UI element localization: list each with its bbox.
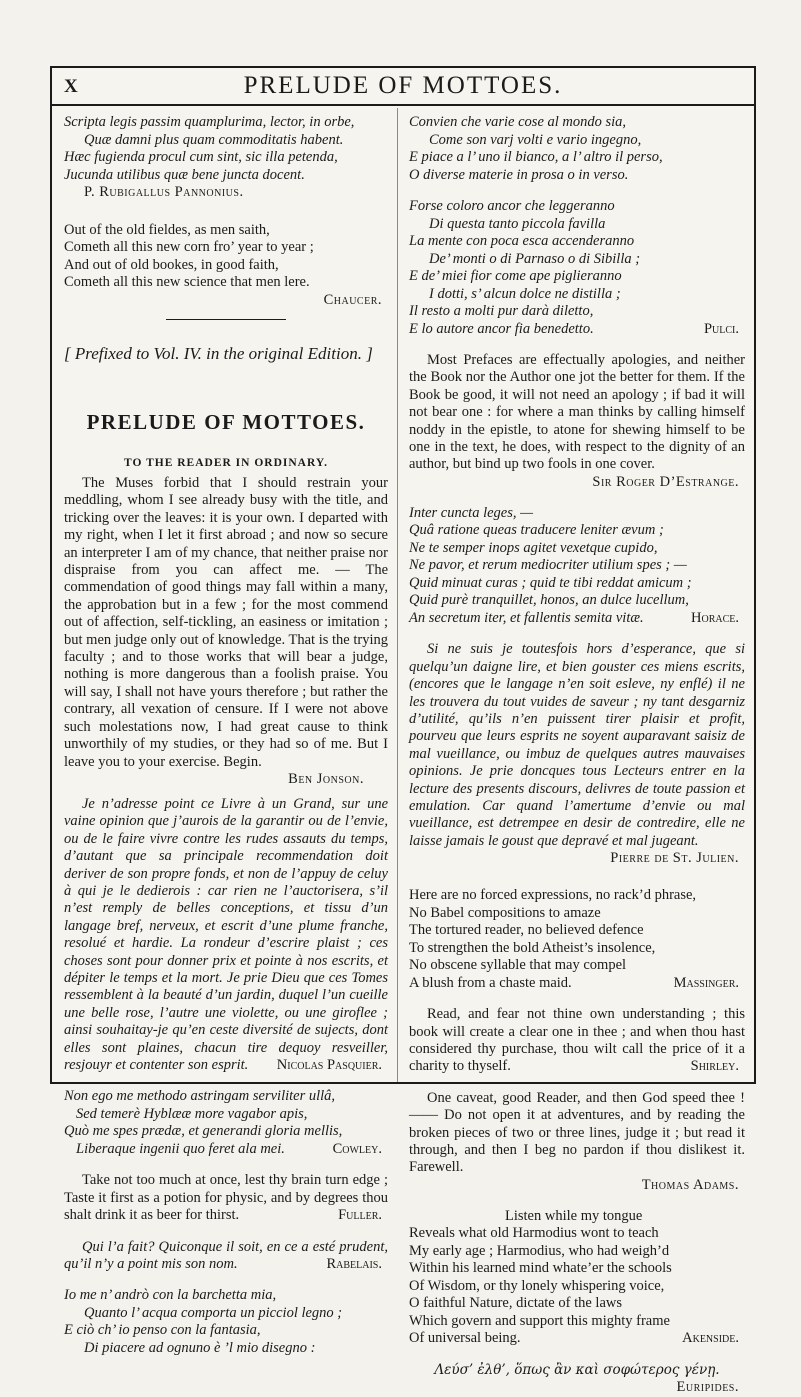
motto-rabelais: [64, 1239, 388, 1274]
author-attribution: Shirley.: [690, 1058, 739, 1075]
verse-line: I dotti, s’ alcun dolce ne distilla ;: [429, 285, 621, 302]
motto-italian: [64, 1287, 388, 1357]
verse-line: Forse coloro ancor che leggeranno: [409, 198, 615, 214]
author-attribution: P. Rubigallus Pannonius.: [84, 184, 244, 200]
motto-euripides: [409, 1362, 745, 1397]
author-attribution: Horace.: [691, 609, 739, 626]
verse-line: Hæc fugienda procul cum sint, sic illa petenda,: [64, 149, 338, 165]
motto-pulci: [409, 114, 745, 338]
motto-akenside: [409, 1208, 745, 1348]
author-attribution: Sir Roger D’Estrange.: [592, 473, 739, 490]
right-column: [409, 114, 745, 1396]
verse-line: Cometh all this new corn fro’ year to year ;: [64, 239, 314, 255]
verse-line: E de’ miei fior come ape piglieranno: [409, 268, 622, 284]
verse-line: No obscene syllable that may compel: [409, 957, 627, 974]
verse-line: My early age ; Harmodius, who had weigh’d: [409, 1242, 670, 1259]
verse-text: Liberaque ingenii quo feret ala mei.: [76, 1140, 285, 1157]
verse-line: Convien che varie cose al mondo sia,: [409, 114, 627, 130]
author-attribution: Ben Jonson.: [288, 770, 364, 787]
page-frame: [50, 66, 756, 1396]
verse-line: To strengthen the bold Atheist’s insolence,: [409, 939, 656, 956]
verse-line: Which govern and support this mighty frame: [409, 1312, 670, 1329]
verse-line: No Babel compositions to amaze: [409, 904, 601, 921]
verse-line: De’ monti o di Parnaso o di Sibilla ;: [429, 250, 641, 267]
verse-line: O diverse materie in prosa o in verso.: [409, 166, 629, 183]
motto-rubigallus: [64, 114, 388, 202]
verse-line: Listen while my tongue: [505, 1207, 643, 1224]
verse-line: [409, 610, 745, 628]
left-column: [64, 114, 388, 1356]
verse-line: Reveals what old Harmodius wont to teach: [409, 1225, 659, 1242]
verse-line: Di questa tanto piccola favilla: [429, 215, 606, 232]
verse-line: Il resto a molti pur darà diletto,: [409, 303, 594, 319]
verse-line: Of Wisdom, or thy lonely whispering voice,: [409, 1277, 665, 1294]
verse-line: [64, 1141, 388, 1159]
verse-line: Quanto l’ acqua comporta un picciol legno ;: [84, 1304, 343, 1321]
verse-text: An secretum iter, et fallentis semita vitæ.: [409, 609, 644, 626]
header-mark: X: [64, 76, 78, 97]
prefixed-note: [ Prefixed to Vol. IV. in the original Edition. ]: [64, 344, 373, 363]
verse-line: [409, 1330, 745, 1348]
running-title: PRELUDE OF MOTTOES.: [243, 72, 563, 99]
verse-line: Ne pavor, et rerum mediocriter utilium spes ; —: [409, 557, 687, 574]
motto-lestrange: Most Prefaces are effectually apologies, and neither the Book nor the Author one jot the better for them. If the Book be good, it will not need an apology ; if bad it will not bear one : for where a man thinks by calling himself noddy in the epistle, to atone for shewing himself to be one in the text, he does, with respect to the dignity of an author, but bind up two fools in one cover.: [409, 352, 745, 473]
author-attribution: Thomas Adams.: [641, 1176, 739, 1193]
author-attribution: Euripides.: [676, 1379, 739, 1396]
verse-text: E lo autore ancor fia benedetto.: [409, 320, 594, 337]
verse-line: Within his learned mind whate’er the schools: [409, 1260, 672, 1277]
section-title: PRELUDE OF MOTTOES.: [86, 410, 366, 434]
author-attribution: Nicolas Pasquier.: [276, 1057, 382, 1073]
verse-line: Sed temerè Hyblææ more vagabor apis,: [76, 1105, 308, 1122]
page-header: [52, 68, 754, 106]
divider-rule: [166, 319, 286, 320]
author-attribution: Chaucer.: [323, 291, 382, 308]
motto-shirley: [409, 1006, 745, 1076]
motto-horace: [409, 505, 745, 628]
quote-text: Qui l’a fait? Quiconque il soit, en ce a esté prudent, qu’il n’y a point mis son nom.: [64, 1238, 388, 1273]
verse-line: Come son varj volti e vario ingegno,: [429, 131, 642, 148]
motto-pasquier: [64, 796, 388, 1075]
verse-text: Of universal being.: [409, 1330, 521, 1347]
motto-chaucer: [64, 222, 388, 310]
verse-line: Quid purè tranquillet, honos, an dulce lucellum,: [409, 592, 689, 609]
greek-line: Λεύσ’ ἐλθ’, ὅπως ἂν καὶ σοφώτερος γένῃ.: [434, 1361, 720, 1378]
author-attribution: Akenside.: [682, 1330, 739, 1347]
motto-jonson: The Muses forbid that I should restrain your meddling, whom I see already busy with the title, and tricking over the leaves: it is your own. I departed with my right, when I let it first abroad ; and now so secure an interpreter I am of my chance, that neither praise nor dispraise from you can affect me. — The commendation of good things may fall within a many, the approbation but in a few ; for the most commend out of affection, self-tickling, an easiness or imitation ; but men judge only out of knowledge. That is the trying faculty ; and to those works that will bear a judge, nothing is more dangerous than a foolish praise. You will say, I shall not have yours therefore ; but rather the contrary, all vexation of censure. If I were not above such molestations now, I had great cause to think unworthily of my studies, or they had so of me. But I leave you to your exercise. Begin.: [64, 475, 388, 770]
verse-line: Cometh all this new science that men lere.: [64, 274, 310, 290]
verse-text: A blush from a chaste maid.: [409, 974, 572, 991]
verse-line: Di piacere ad ognuno è ’l mio disegno :: [84, 1339, 316, 1356]
author-attribution: Pierre de St. Julien.: [610, 850, 739, 867]
verse-line: Ne te semper inops agitet vexetque cupido,: [409, 539, 658, 556]
verse-line: [409, 321, 745, 339]
verse-line: [409, 975, 745, 993]
verse-line: Quò me spes prædæ, et generandi gloria mellis,: [64, 1123, 343, 1140]
verse-line: E ciò ch’ io penso con la fantasia,: [64, 1322, 261, 1339]
motto-fuller: [64, 1172, 388, 1224]
motto-st-julien: Si ne suis je toutesfois hors d’esperance, que si quelqu’un daigne lire, et bien gouster ces miens escrits, (encores que le langage n’en soit esleve, ny enflé) il ne les trouvera du tout vuides de saveur ; ny tant desgarniz d’utilité, qu’ils n’en puissent tirer plaisir et profit, pourveu que leurs esprits ne soyent auparavant saisiz de mal vueillance, ou imbuz de quelques autres mauvaises opinions. Je prie doncques tous Lecteurs entrer en la lecture des presents discours, delivres de toute passion et emulation. Car quand l’amertume d’envie ou mal vueillance, est detrempee en desir de contredire, elle ne laisse jamais le goust que depravé et mal jugeant.: [409, 641, 745, 849]
verse-line: Quid minuat curas ; quid te tibi reddat amicum ;: [409, 574, 692, 591]
motto-massinger: [409, 887, 745, 992]
author-attribution: Rabelais.: [326, 1256, 382, 1273]
author-attribution: Cowley.: [332, 1140, 382, 1157]
verse-line: Here are no forced expressions, no rack’d phrase,: [409, 887, 697, 904]
verse-line: Scripta legis passim quamplurima, lector, in orbe,: [64, 114, 355, 130]
verse-line: Jucunda utilibus quæ bene juncta docent.: [64, 166, 305, 183]
quote-text: Read, and fear not thine own understanding ; this book will create a clear one in thee ; and when thou hast considered thy purchase, thou wilt call the price of it a charity to thyself.: [409, 1006, 745, 1075]
verse-line: And out of old bookes, in good faith,: [64, 256, 279, 273]
author-attribution: Massinger.: [673, 974, 739, 991]
verse-line: Io me n’ andrò con la barchetta mia,: [64, 1287, 277, 1304]
author-attribution: Fuller.: [338, 1207, 382, 1224]
motto-cowley: [64, 1088, 388, 1158]
verse-line: Quæ damni plus quam commoditatis habent.: [84, 131, 344, 148]
column-divider: [397, 108, 398, 1082]
verse-line: Non ego me methodo astringam serviliter ullâ,: [64, 1088, 336, 1105]
verse-line: The tortured reader, no believed defence: [409, 922, 644, 939]
verse-line: O faithful Nature, dictate of the laws: [409, 1295, 622, 1312]
author-attribution: Pulci.: [703, 320, 739, 337]
verse-line: Quâ ratione queas traducere leniter ævum ;: [409, 522, 664, 539]
verse-line: La mente con poca esca accenderanno: [409, 233, 635, 249]
quote-text: Take not too much at once, lest thy brain turn edge ; Taste it first as a potion for physic, and by degrees thou shalt drink it as beer for thirst.: [64, 1172, 388, 1224]
verse-line: Inter cuncta leges, —: [409, 504, 534, 521]
verse-line: Out of the old fieldes, as men saith,: [64, 221, 270, 238]
verse-line: E piace a l’ uno il bianco, a l’ altro il perso,: [409, 149, 663, 165]
quote-text: Je n’adresse point ce Livre à un Grand, sur une vaine opinion que j’aurois de la garantir ou de l’envie, ou de le faire vivre contre les rudes assauts du temps, d’autant que sa principale recommendation doit deriver de son propre fonds, et non de l’appuy de celuy à qui je le dedierois : car rien ne l’auctorisera, s’il n’est remply de belles conceptions, et tissu d’un langage bref, nerveux, et escrit d’une plume franche, resolué et hardie. La rondeur d’escrire plaist ; ces choses sont pour donner prix et pointe à nos escrits, et dépiter le temps et la mort. Je prie Dieu que ces Tomes ressemblent à la beauté d’un jardin, duquel l’un cueille une belle rose, l’autre une violette, ou une giroflee ; ainsi souhaitay-je qu’en ceste diversité de sujects, dont elles sont plaines, chacun tire dequoy resveiller, resjouyr et contenter son esprit.: [64, 795, 388, 1073]
section-subtitle: TO THE READER IN ORDINARY.: [124, 457, 328, 469]
motto-adams: One caveat, good Reader, and then God speed thee ! —— Do not open it at adventures, and by reading the broken pieces of two or three lines, judge it ; but read it through, and then I beg no pardon if thou dislikest it. Farewell.: [409, 1089, 745, 1176]
